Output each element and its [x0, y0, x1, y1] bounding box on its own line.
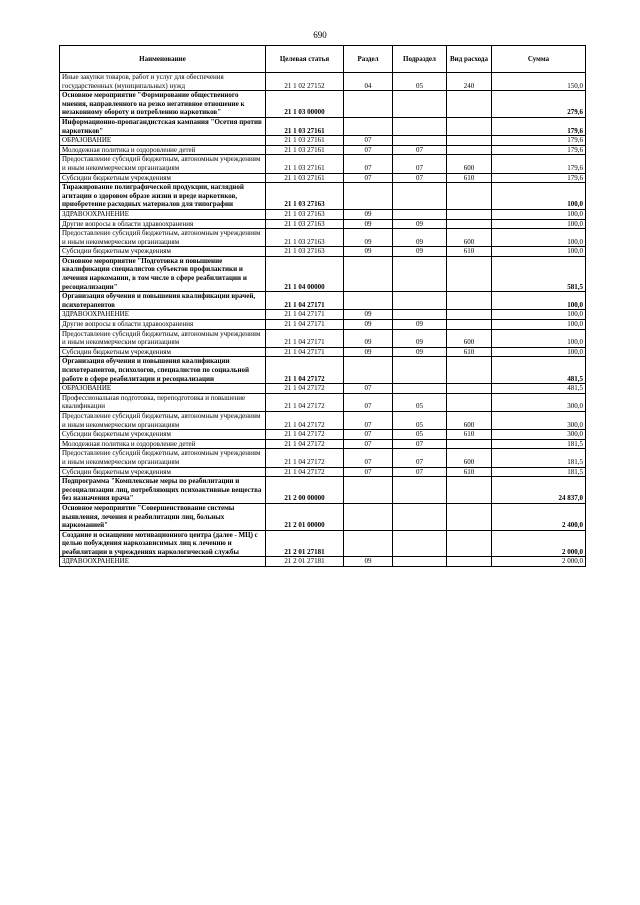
row-name: Субсидии бюджетным учреждениям: [60, 430, 266, 440]
row-section: 07: [344, 384, 393, 394]
row-expense-type: 610: [447, 430, 492, 440]
row-sum: 179,6: [492, 145, 586, 155]
row-sum: 279,6: [492, 91, 586, 118]
row-name: Тиражирование полиграфической продукции, наглядной агитации о здоровом образе жизни и вреде наркотиков, приобретение расходных материалов для типографии: [60, 183, 266, 210]
table-header-row: [60, 46, 586, 73]
row-section: 09: [344, 347, 393, 357]
row-subsection: 05: [393, 393, 447, 411]
row-expense-type: [447, 310, 492, 320]
table-row: [60, 292, 586, 310]
row-sum: 24 837,0: [492, 477, 586, 504]
header-target-article: Целевая статья: [266, 46, 344, 73]
row-target-article: 21 2 01 27181: [266, 557, 344, 567]
row-target-article: 21 1 04 27172: [266, 439, 344, 449]
row-sum: 100,0: [492, 209, 586, 219]
row-section: [344, 357, 393, 384]
row-expense-type: [447, 439, 492, 449]
row-sum: 150,0: [492, 73, 586, 91]
row-expense-type: 600: [447, 329, 492, 347]
row-name: Предоставление субсидий бюджетным, автономным учреждениям и иным некоммерческим организациям: [60, 229, 266, 247]
row-section: 07: [344, 430, 393, 440]
row-target-article: 21 1 04 00000: [266, 256, 344, 291]
row-expense-type: [447, 503, 492, 530]
row-section: [344, 91, 393, 118]
table-row: [60, 430, 586, 440]
row-name: ОБРАЗОВАНИЕ: [60, 136, 266, 146]
row-expense-type: 610: [447, 347, 492, 357]
row-section: [344, 503, 393, 530]
row-subsection: [393, 292, 447, 310]
row-subsection: 09: [393, 347, 447, 357]
table-row: [60, 384, 586, 394]
row-target-article: 21 1 03 27161: [266, 117, 344, 135]
row-expense-type: [447, 557, 492, 567]
row-name: Иные закупки товаров, работ и услуг для обеспечения государственных (муниципальных) нужд: [60, 73, 266, 91]
row-subsection: 05: [393, 411, 447, 429]
row-subsection: [393, 477, 447, 504]
row-subsection: 07: [393, 449, 447, 467]
row-name: Подпрограмма "Комплексные меры по реабилитации и ресоциализации лиц, потребляющих психоактивные вещества без назначения врача": [60, 477, 266, 504]
row-sum: 100,0: [492, 292, 586, 310]
header-subsection: Подраздел: [393, 46, 447, 73]
row-name: ОБРАЗОВАНИЕ: [60, 384, 266, 394]
row-name: Субсидии бюджетным учреждениям: [60, 467, 266, 477]
header-section: Раздел: [344, 46, 393, 73]
table-row: [60, 449, 586, 467]
row-name: Субсидии бюджетным учреждениям: [60, 173, 266, 183]
row-sum: 100,0: [492, 229, 586, 247]
row-subsection: 07: [393, 439, 447, 449]
table-row: [60, 256, 586, 291]
row-name: Предоставление субсидий бюджетным, автономным учреждениям и иным некоммерческим организациям: [60, 155, 266, 173]
row-sum: 181,5: [492, 467, 586, 477]
row-target-article: 21 1 03 27163: [266, 247, 344, 257]
table-row: [60, 329, 586, 347]
row-expense-type: [447, 209, 492, 219]
row-expense-type: 600: [447, 449, 492, 467]
row-name: Другие вопросы в области здравоохранения: [60, 320, 266, 330]
row-section: 07: [344, 136, 393, 146]
row-sum: 581,5: [492, 256, 586, 291]
row-target-article: 21 2 01 00000: [266, 503, 344, 530]
row-target-article: 21 1 04 27171: [266, 292, 344, 310]
row-name: Субсидии бюджетным учреждениям: [60, 347, 266, 357]
row-section: 07: [344, 173, 393, 183]
row-subsection: [393, 530, 447, 557]
row-name: Профессиональная подготовка, переподготовка и повышение квалификации: [60, 393, 266, 411]
row-subsection: [393, 136, 447, 146]
row-section: [344, 117, 393, 135]
row-subsection: 07: [393, 155, 447, 173]
table-row: [60, 411, 586, 429]
row-name: Организация обучения и повышения квалификации врачей, психотерапевтов: [60, 292, 266, 310]
row-subsection: 07: [393, 145, 447, 155]
row-name: Предоставление субсидий бюджетным, автономным учреждениям и иным некоммерческим организациям: [60, 449, 266, 467]
table-row: [60, 91, 586, 118]
row-subsection: 09: [393, 219, 447, 229]
row-section: [344, 292, 393, 310]
row-subsection: [393, 310, 447, 320]
row-target-article: 21 1 03 27163: [266, 219, 344, 229]
row-sum: 300,0: [492, 393, 586, 411]
row-expense-type: 610: [447, 173, 492, 183]
row-expense-type: 610: [447, 247, 492, 257]
row-subsection: 09: [393, 329, 447, 347]
row-target-article: 21 1 03 27161: [266, 145, 344, 155]
row-subsection: 05: [393, 430, 447, 440]
row-expense-type: 240: [447, 73, 492, 91]
row-target-article: 21 1 04 27171: [266, 329, 344, 347]
row-section: 09: [344, 329, 393, 347]
row-target-article: 21 1 03 27161: [266, 155, 344, 173]
row-sum: 100,0: [492, 310, 586, 320]
row-expense-type: [447, 256, 492, 291]
row-sum: 481,5: [492, 357, 586, 384]
row-subsection: [393, 256, 447, 291]
row-target-article: 21 1 04 27172: [266, 449, 344, 467]
header-name: Наименование: [60, 46, 266, 73]
row-sum: 179,6: [492, 173, 586, 183]
row-expense-type: 600: [447, 229, 492, 247]
row-subsection: 09: [393, 247, 447, 257]
table-row: [60, 503, 586, 530]
row-target-article: 21 1 03 00000: [266, 91, 344, 118]
table-row: [60, 393, 586, 411]
table-row: [60, 219, 586, 229]
row-section: 09: [344, 557, 393, 567]
row-sum: 300,0: [492, 430, 586, 440]
table-row: [60, 467, 586, 477]
row-expense-type: [447, 145, 492, 155]
row-name: Основное мероприятие "Совершенствование системы выявления, лечения и реабилитации лиц, больных наркоманией": [60, 503, 266, 530]
row-subsection: [393, 183, 447, 210]
row-sum: 179,6: [492, 155, 586, 173]
row-subsection: 09: [393, 320, 447, 330]
row-section: 09: [344, 310, 393, 320]
table-row: [60, 357, 586, 384]
row-target-article: 21 1 04 27172: [266, 384, 344, 394]
row-section: 04: [344, 73, 393, 91]
row-sum: 100,0: [492, 219, 586, 229]
row-sum: 179,6: [492, 117, 586, 135]
table-row: [60, 347, 586, 357]
row-target-article: 21 1 02 27152: [266, 73, 344, 91]
row-section: 07: [344, 393, 393, 411]
table-row: [60, 183, 586, 210]
row-expense-type: [447, 117, 492, 135]
row-sum: 481,5: [492, 384, 586, 394]
row-name: Предоставление субсидий бюджетным, автономным учреждениям и иным некоммерческим организациям: [60, 329, 266, 347]
row-expense-type: [447, 530, 492, 557]
row-subsection: 05: [393, 73, 447, 91]
table-row: [60, 117, 586, 135]
row-section: 09: [344, 229, 393, 247]
row-target-article: 21 1 04 27171: [266, 320, 344, 330]
row-target-article: 21 1 03 27163: [266, 209, 344, 219]
row-target-article: 21 1 03 27161: [266, 173, 344, 183]
row-subsection: [393, 91, 447, 118]
row-name: Другие вопросы в области здравоохранения: [60, 219, 266, 229]
row-target-article: 21 2 00 00000: [266, 477, 344, 504]
table-row: [60, 530, 586, 557]
table-row: [60, 477, 586, 504]
row-name: ЗДРАВООХРАНЕНИЕ: [60, 557, 266, 567]
row-subsection: 07: [393, 467, 447, 477]
table-row: [60, 320, 586, 330]
row-section: 07: [344, 145, 393, 155]
row-section: 09: [344, 320, 393, 330]
row-sum: 100,0: [492, 247, 586, 257]
row-target-article: 21 1 04 27172: [266, 357, 344, 384]
row-sum: 181,5: [492, 449, 586, 467]
header-expense-type: Вид расхода: [447, 46, 492, 73]
row-subsection: [393, 209, 447, 219]
row-target-article: 21 1 04 27171: [266, 310, 344, 320]
row-expense-type: 600: [447, 411, 492, 429]
row-subsection: 07: [393, 173, 447, 183]
table-row: [60, 310, 586, 320]
row-name: Основное мероприятие "Подготовка и повышение квалификации специалистов субъектов профилактики и лечения наркомании, в том числе в сфере реабилитации и ресоциализации": [60, 256, 266, 291]
table-row: [60, 155, 586, 173]
row-expense-type: [447, 219, 492, 229]
row-section: 07: [344, 449, 393, 467]
row-name: Информационно-пропагандистская кампания "Осетия против наркотиков": [60, 117, 266, 135]
budget-table: [59, 45, 586, 567]
table-row: [60, 557, 586, 567]
table-row: [60, 229, 586, 247]
row-subsection: [393, 357, 447, 384]
row-sum: 2 000,0: [492, 557, 586, 567]
row-name: Субсидии бюджетным учреждениям: [60, 247, 266, 257]
row-target-article: 21 1 04 27172: [266, 430, 344, 440]
row-target-article: 21 1 04 27172: [266, 411, 344, 429]
row-name: Основное мероприятие "Формирование общественного мнения, направленного на резко негативное отношение к незаконному обороту и потреблению наркотиков": [60, 91, 266, 118]
table-row: [60, 209, 586, 219]
row-expense-type: [447, 292, 492, 310]
row-subsection: [393, 384, 447, 394]
row-section: 09: [344, 219, 393, 229]
row-target-article: 21 1 03 27163: [266, 183, 344, 210]
table-row: [60, 247, 586, 257]
row-sum: 100,0: [492, 329, 586, 347]
row-expense-type: [447, 320, 492, 330]
row-section: 07: [344, 411, 393, 429]
row-expense-type: [447, 357, 492, 384]
row-sum: 100,0: [492, 320, 586, 330]
row-expense-type: [447, 393, 492, 411]
row-name: Организация обучения и повышения квалификации психотерапевтов, психологов, специалистов по социальной работе в сфере реабилитации и ресоциализации: [60, 357, 266, 384]
row-sum: 300,0: [492, 411, 586, 429]
row-section: [344, 183, 393, 210]
row-subsection: [393, 117, 447, 135]
row-target-article: 21 1 03 27163: [266, 229, 344, 247]
row-sum: 181,5: [492, 439, 586, 449]
row-sum: 2 000,0: [492, 530, 586, 557]
row-section: 07: [344, 467, 393, 477]
row-name: ЗДРАВООХРАНЕНИЕ: [60, 209, 266, 219]
row-sum: 100,0: [492, 347, 586, 357]
table-body: [60, 73, 586, 567]
row-section: 07: [344, 155, 393, 173]
row-section: 09: [344, 247, 393, 257]
table-row: [60, 73, 586, 91]
row-expense-type: [447, 384, 492, 394]
row-subsection: 09: [393, 229, 447, 247]
row-expense-type: 600: [447, 155, 492, 173]
table-row: [60, 136, 586, 146]
page-number: 690: [313, 30, 327, 40]
row-section: [344, 530, 393, 557]
row-target-article: 21 1 04 27172: [266, 393, 344, 411]
row-subsection: [393, 503, 447, 530]
row-expense-type: [447, 477, 492, 504]
table-row: [60, 173, 586, 183]
header-sum: Сумма: [492, 46, 586, 73]
row-target-article: 21 1 04 27172: [266, 467, 344, 477]
row-section: 09: [344, 209, 393, 219]
row-expense-type: [447, 91, 492, 118]
row-section: [344, 477, 393, 504]
row-subsection: [393, 557, 447, 567]
row-sum: 100,0: [492, 183, 586, 210]
row-sum: 2 400,0: [492, 503, 586, 530]
row-target-article: 21 2 01 27181: [266, 530, 344, 557]
row-name: Предоставление субсидий бюджетным, автономным учреждениям и иным некоммерческим организациям: [60, 411, 266, 429]
row-section: [344, 256, 393, 291]
table-row: [60, 439, 586, 449]
row-expense-type: [447, 136, 492, 146]
row-name: Молодежная политика и оздоровление детей: [60, 439, 266, 449]
row-name: ЗДРАВООХРАНЕНИЕ: [60, 310, 266, 320]
row-sum: 179,6: [492, 136, 586, 146]
row-name: Молодежная политика и оздоровление детей: [60, 145, 266, 155]
row-expense-type: 610: [447, 467, 492, 477]
row-name: Создание и оснащение мотивационного центра (далее - МЦ) с целью побуждения наркозависимых лиц к лечению и реабилитации в учреждениях наркологической службы: [60, 530, 266, 557]
table-row: [60, 145, 586, 155]
row-section: 07: [344, 439, 393, 449]
row-target-article: 21 1 04 27171: [266, 347, 344, 357]
row-target-article: 21 1 03 27161: [266, 136, 344, 146]
row-expense-type: [447, 183, 492, 210]
